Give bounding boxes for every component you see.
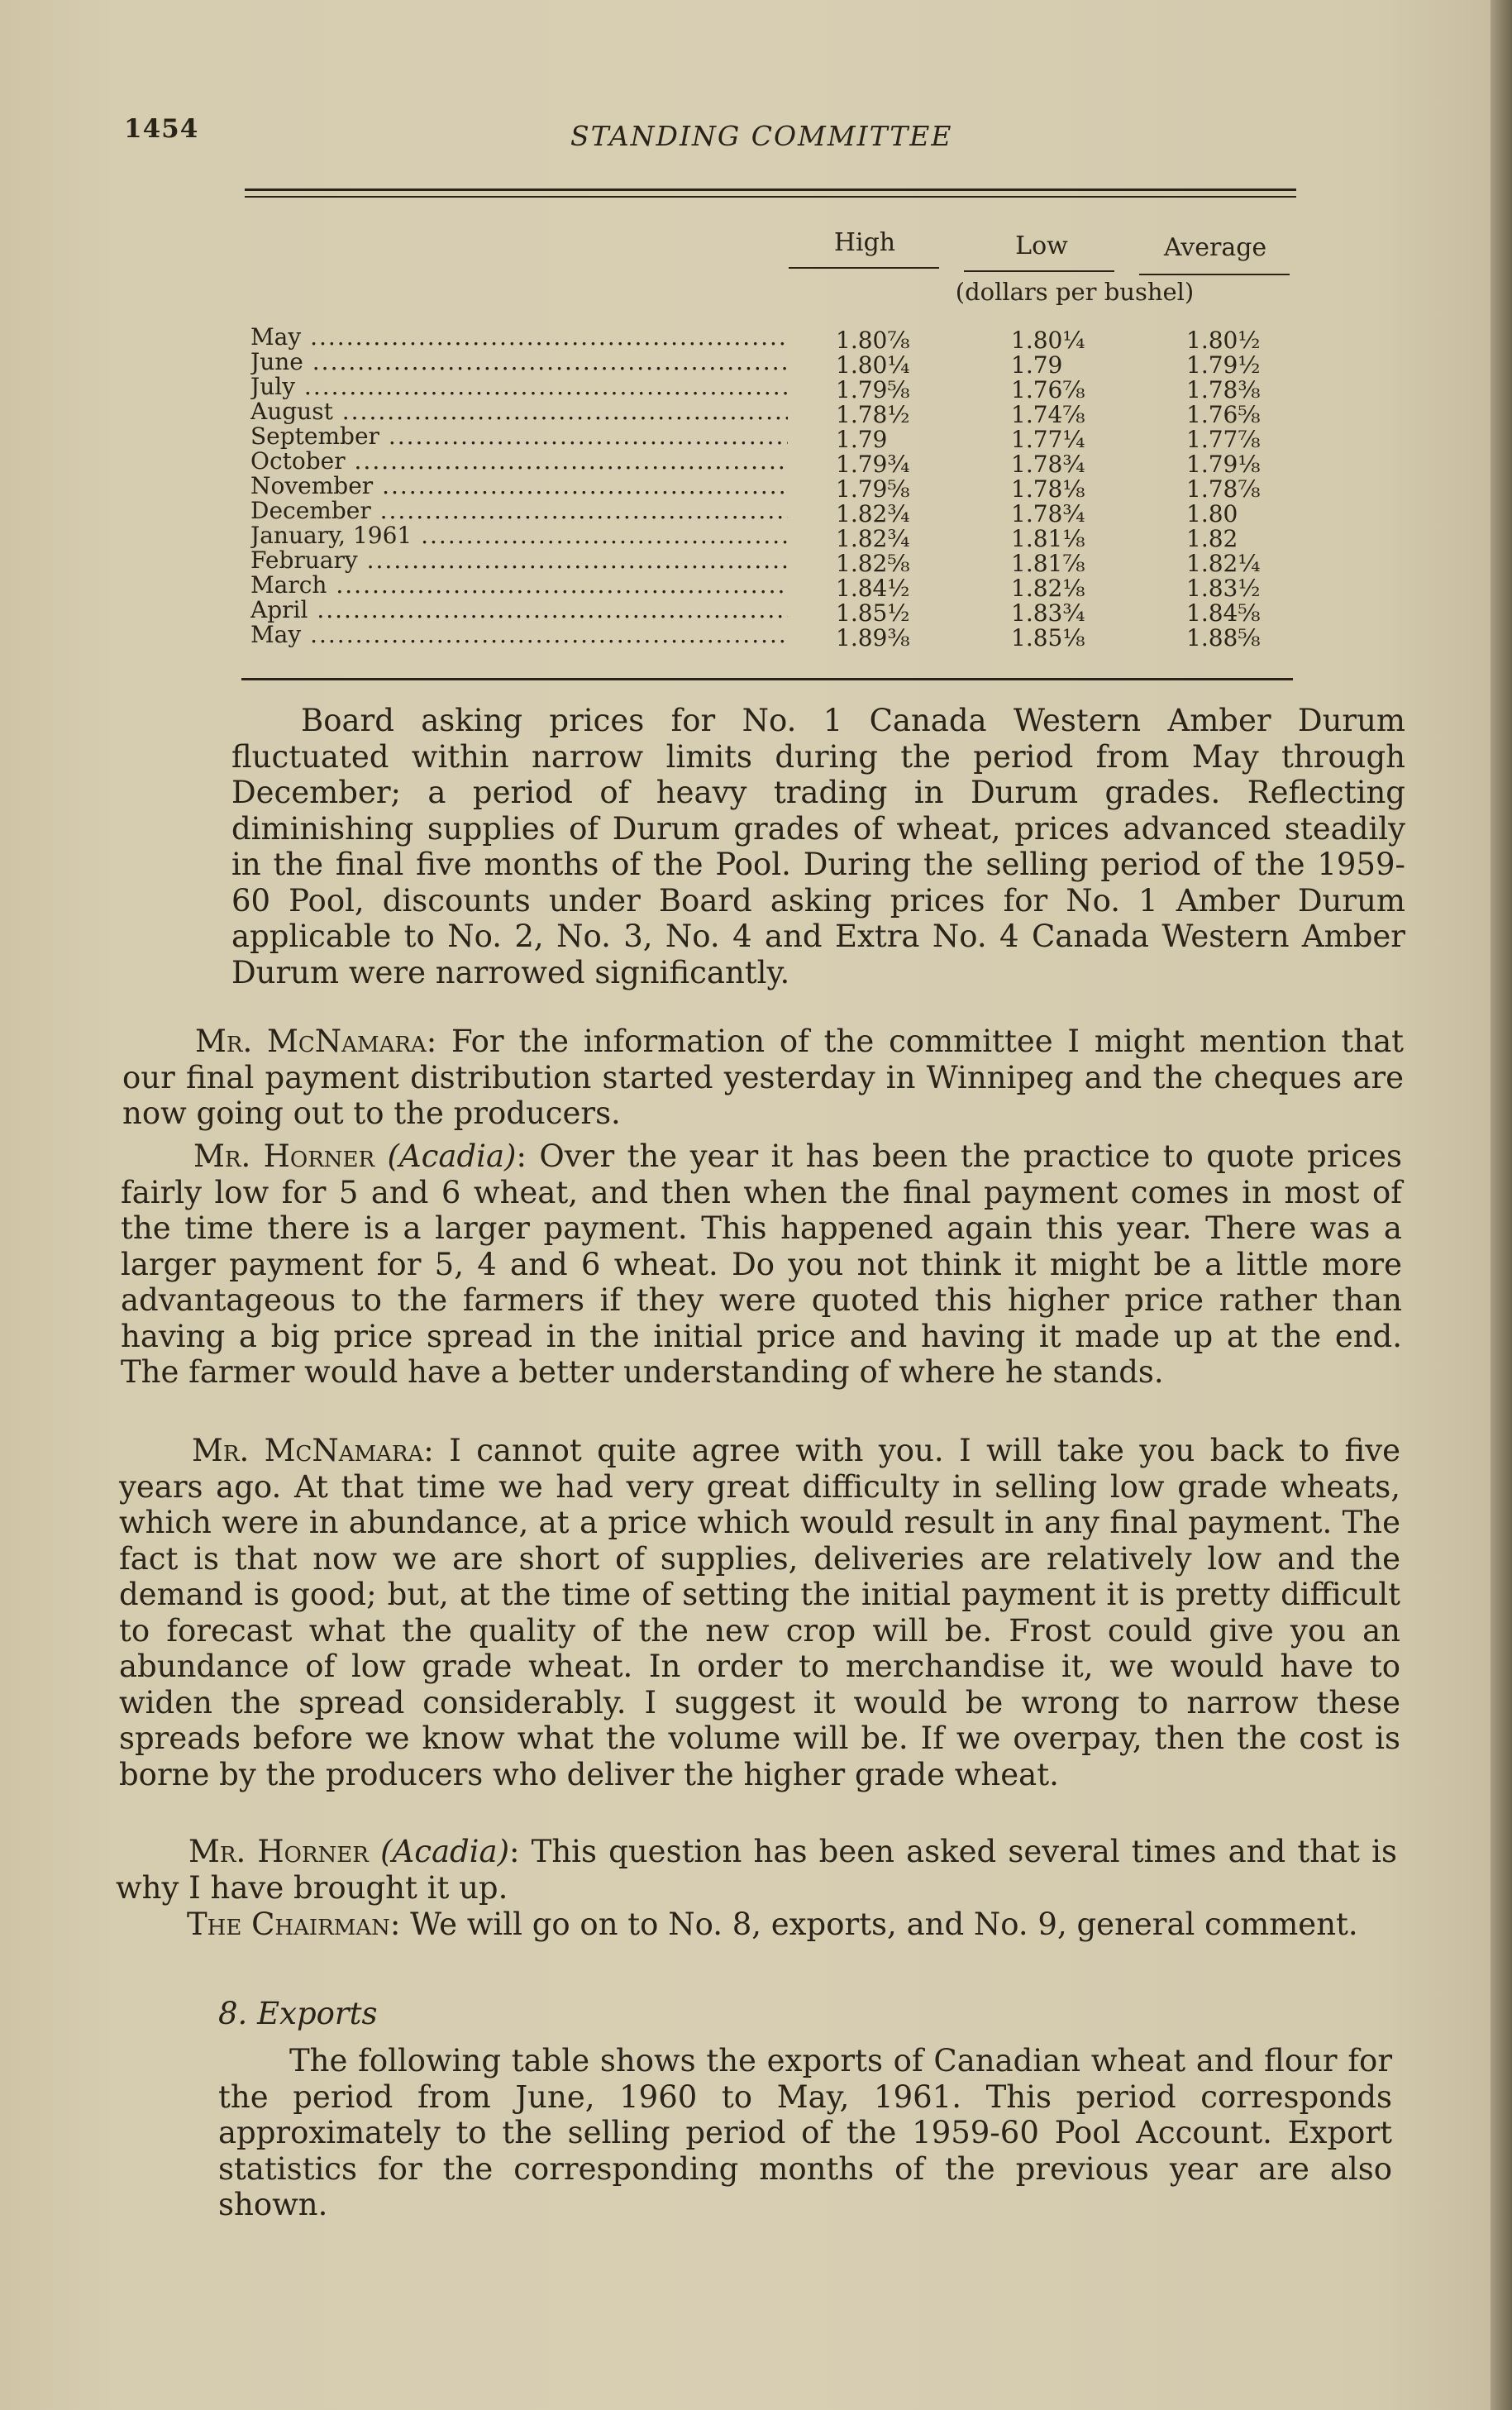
column-header-low: Low: [1015, 231, 1068, 260]
month-label: July .....: [250, 375, 788, 399]
column-header-high: High: [833, 228, 896, 257]
low-value: 1.83¾: [1011, 599, 1085, 627]
table-bottom-rule: [241, 678, 1293, 680]
average-value: 1.88⅝: [1186, 624, 1261, 651]
high-value: 1.82¾: [836, 500, 910, 527]
paragraph-text: The following table shows the exports of Canadian wheat and flour for the period from June, 1960 to May, 1961. This period corresponds approximately to the selling period of the 1959-60 Pool Account. Export statistics for the corresponding months of the previous year are also shown.: [218, 2043, 1392, 2222]
average-value: 1.84⅝: [1186, 599, 1261, 627]
low-value: 1.78⅛: [1011, 475, 1085, 503]
table-row: [250, 474, 1300, 503]
table-row: [250, 623, 1300, 651]
running-title: STANDING COMMITTEE: [570, 120, 953, 152]
body-paragraph-horner-1: [121, 1138, 1402, 1391]
table-row: [250, 598, 1300, 627]
table-row: [250, 548, 1300, 577]
low-value: 1.81⅛: [1011, 525, 1085, 552]
table-row: [250, 449, 1300, 478]
high-value: 1.82⅝: [836, 550, 910, 577]
low-value: 1.82⅛: [1011, 575, 1085, 602]
average-value: 1.76⅝: [1186, 401, 1261, 428]
high-value: 1.79: [836, 426, 888, 453]
page-number: 1454: [124, 114, 199, 144]
body-paragraph-mcnamara-1: [122, 1024, 1404, 1132]
month-label: June .....: [250, 350, 788, 375]
month-label: April .....: [250, 598, 788, 623]
month-label: August .....: [250, 399, 788, 424]
high-value: 1.79⅝: [836, 376, 910, 403]
column-header-average: Average: [1163, 233, 1267, 262]
high-value: 1.80⅞: [836, 327, 910, 354]
body-paragraph-chairman: [114, 1907, 1395, 1943]
average-value: 1.80: [1186, 500, 1238, 527]
section-heading: 8. Exports: [218, 1996, 378, 2031]
table-row: [250, 399, 1300, 428]
average-value: 1.78⅜: [1186, 376, 1261, 403]
low-value: 1.78¾: [1011, 451, 1085, 478]
average-value: 1.77⅞: [1186, 426, 1261, 453]
table-row: [250, 375, 1300, 403]
body-paragraph-mcnamara-2: [119, 1433, 1400, 1792]
average-value: 1.82: [1186, 525, 1238, 552]
body-paragraph-exports: [218, 2043, 1392, 2223]
high-value: 1.85½: [836, 599, 910, 627]
price-table: [250, 325, 1300, 651]
average-value: 1.83½: [1186, 575, 1261, 602]
month-label: February .....: [250, 548, 788, 573]
table-row: [250, 350, 1300, 379]
speaker-name: Mr. Horner: [193, 1138, 375, 1174]
low-value: 1.81⅞: [1011, 550, 1085, 577]
high-value: 1.80¼: [836, 351, 910, 379]
paragraph-text: We will go on to No. 8, exports, and No. 9, general comment.: [410, 1907, 1358, 1942]
month-label: November .....: [250, 474, 788, 499]
month-label: March .....: [250, 573, 788, 598]
average-value: 1.79½: [1186, 351, 1261, 379]
book-spine-edge: [1491, 0, 1512, 2410]
month-label: December .....: [250, 499, 788, 523]
average-value: 1.82¼: [1186, 550, 1261, 577]
speaker-name: Mr. McNamara:: [195, 1024, 437, 1059]
low-value: 1.76⅞: [1011, 376, 1085, 403]
low-value: 1.74⅞: [1011, 401, 1085, 428]
body-paragraph-horner-2: [116, 1834, 1397, 1906]
paragraph-text: I cannot quite agree with you. I will take you back to five years ago. At that time we had very great difficulty in selling low grade wheats, which were in abundance, at a price which would result in any final payment. The fact is that now we are short of supplies, deliveries are relatively low and the demand is good; but, at the time of setting the initial payment it is pretty difficult to forecast what the quality of the new crop will be. Frost could give you an abundance of low grade wheat. In order to merchandise it, we would have to widen the spread considerably. I suggest it would be wrong to narrow these spreads before we know what the volume will be. If we overpay, then the cost is borne by the producers who deliver the higher grade wheat.: [119, 1433, 1401, 1792]
paragraph-text: : This question has been asked several times and that is why I have brought it up.: [116, 1834, 1397, 1906]
speaker-name: Mr. McNamara:: [192, 1433, 434, 1468]
month-label: May .....: [250, 325, 788, 350]
month-label: October .....: [250, 449, 788, 474]
paragraph-text: : Over the year it has been the practice to quote prices fairly low for 5 and 6 wheat, and then when the final payment comes in most of the time there is a larger payment. This happened again this year. There was a larger payment for 5, 4 and 6 wheat. Do you not think it might be a little more advantageous to the farmers if they were quoted this higher price rather than having a big price spread in the initial price and having it made up at the end. The farmer would have a better understanding of where he stands.: [121, 1138, 1402, 1390]
high-value: 1.84½: [836, 575, 910, 602]
month-label: September .....: [250, 424, 788, 449]
table-row: [250, 573, 1300, 602]
column-underline-low: [964, 270, 1114, 272]
table-row: [250, 523, 1300, 552]
speaker-name: Mr. Horner: [188, 1834, 369, 1869]
table-top-rule: [245, 189, 1296, 191]
month-label: January, 1961 .....: [250, 523, 788, 548]
low-value: 1.85⅛: [1011, 624, 1085, 651]
speaker-riding: (Acadia): [387, 1138, 517, 1174]
low-value: 1.77¼: [1011, 426, 1085, 453]
average-value: 1.80½: [1186, 327, 1261, 354]
high-value: 1.82¾: [836, 525, 910, 552]
average-value: 1.78⅞: [1186, 475, 1261, 503]
table-row: [250, 424, 1300, 453]
low-value: 1.80¼: [1011, 327, 1085, 354]
high-value: 1.89⅜: [836, 624, 910, 651]
average-value: 1.79⅛: [1186, 451, 1261, 478]
table-top-rule-thin: [245, 196, 1296, 198]
column-underline-high: [789, 267, 939, 269]
speaker-name: The Chairman:: [187, 1907, 401, 1942]
high-value: 1.78½: [836, 401, 910, 428]
table-units: (dollars per bushel): [955, 278, 1195, 306]
table-row: [250, 499, 1300, 527]
speaker-riding: (Acadia): [380, 1834, 510, 1869]
paragraph-text: For the information of the committee I might mention that our final payment distribution started yesterday in Winnipeg and the cheques are now going out to the producers.: [122, 1024, 1404, 1131]
low-value: 1.79: [1011, 351, 1063, 379]
month-label: May .....: [250, 623, 788, 647]
high-value: 1.79⅝: [836, 475, 910, 503]
low-value: 1.78¾: [1011, 500, 1085, 527]
paragraph-text: Board asking prices for No. 1 Canada Western Amber Durum fluctuated within narrow limits during the period from May through December; a period of heavy trading in Durum grades. Reflecting diminishing supplies of Durum grades of wheat, prices advanced steadily in the final five months of the Pool. During the selling period of the 1959-60 Pool, discounts under Board asking prices for No. 1 Amber Durum applicable to No. 2, No. 3, No. 4 and Extra No. 4 Canada Western Amber Durum were narrowed significantly.: [231, 703, 1405, 990]
table-row: [250, 325, 1300, 354]
column-underline-average: [1139, 274, 1290, 275]
high-value: 1.79¾: [836, 451, 910, 478]
body-paragraph-durum-prices: [231, 703, 1405, 990]
